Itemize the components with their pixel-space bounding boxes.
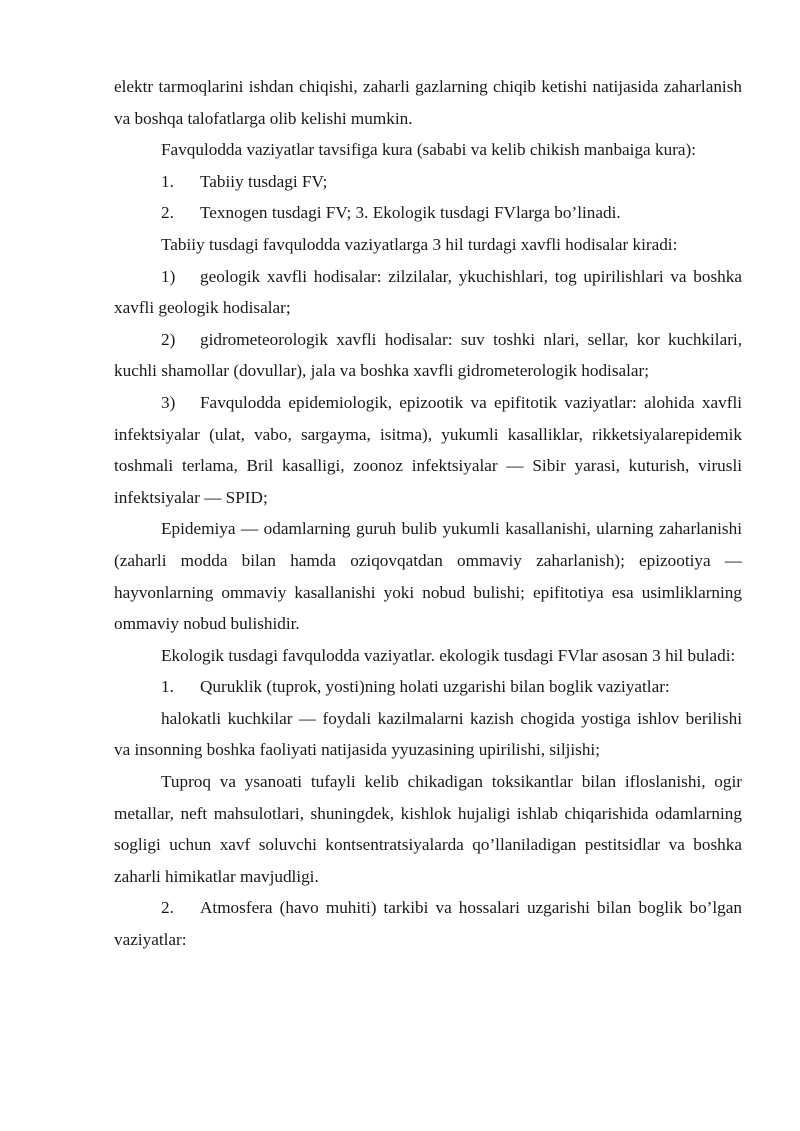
list-item-text: Texnogen tusdagi FV; 3. Ekologik tusdagi FVlarga bo’linadi. <box>200 203 621 223</box>
list-number: 2. <box>161 898 174 918</box>
list-item-technogenic <box>114 197 742 229</box>
list-item-text: geologik xavfli hodisalar: zilzilalar, ykuchishlari, tog upirilishlari va boshka xavfli geologik hodisalar; <box>114 266 742 318</box>
list-item-land <box>114 671 742 703</box>
list-item-text: Favqulodda epidemiologik, epizootik va epifitotik vaziyatlar: alohida xavfli infektsiyalar (ulat, vabo, sargayma, isitma), yukumli kasalliklar, rikketsiyalarepidemik toshmali terlama, Bril kasalligi, zoonoz infektsiyalar — Sibir yarasi, kuturish, virusli infektsiyalar — SPID; <box>114 392 742 507</box>
paragraph-ecological-intro: Ekologik tusdagi favqulodda vaziyatlar. ekologik tusdagi FVlar asosan 3 hil buladi: <box>161 645 736 665</box>
paragraph-classification-intro: Favqulodda vaziyatlar tavsifiga kura (sababi va kelib chikish manbaiga kura): <box>161 140 697 160</box>
list-item-atmosphere <box>114 892 742 955</box>
list-number: 1. <box>161 677 174 697</box>
list-number: 1) <box>161 266 176 286</box>
paragraph-soil-pollution: Tuproq va ysanoati tufayli kelib chikadigan toksikantlar bilan ifloslanishi, ogir metallar, neft mahsulotlari, shuningdek, kishlok hujaligi ishlab chiqarishida odamlarning sogligi uchun xavf soluvchi kontsentratsiyalarda qo’llaniladigan pestitsidlar va boshka zaharli himikatlar mavjudligi. <box>114 772 742 886</box>
list-item-text: Atmosfera (havo muhiti) tarkibi va hossalari uzgarishi bilan boglik bo’lgan vaziyatlar: <box>114 898 742 950</box>
list-number: 2. <box>161 203 174 223</box>
list-number: 2) <box>161 329 176 349</box>
paragraph-epidemic-definition: Epidemiya — odamlarning guruh bulib yukumli kasallanishi, ularning zaharlanishi (zaharli modda bilan hamda oziqovqatdan ommaviy zaharlanish); epizootiya — hayvonlarning ommaviy kasallanishi yoki nobud bulishi; epifitotiya esa usimliklarning ommaviy nobud bulishidir. <box>114 519 742 634</box>
list-item-text: Tabiiy tusdagi FV; <box>200 171 328 191</box>
list-number: 1. <box>161 171 174 191</box>
paragraph-natural-intro: Tabiiy tusdagi favqulodda vaziyatlarga 3 hil turdagi xavfli hodisalar kiradi: <box>161 234 678 254</box>
paragraph-continuation: elektr tarmoqlarini ishdan chiqishi, zaharli gazlarning chiqib ketishi natijasida zaharlanish va boshqa talofatlarga olib kelishi mumkin. <box>114 77 742 128</box>
list-item-text: Quruklik (tuprok, yosti)ning holati uzgarishi bilan boglik vaziyatlar: <box>200 677 670 697</box>
list-item-geological <box>114 261 742 324</box>
list-item-text: gidrometeorologik xavfli hodisalar: suv toshki nlari, sellar, kor kuchkilari, kuchli shamollar (dovullar), jala va boshka xavfli gidrometerologik hodisalar; <box>114 329 742 381</box>
list-number: 3) <box>161 392 176 412</box>
document-page <box>114 71 742 956</box>
list-item-epidemiological <box>114 387 742 513</box>
list-item-natural <box>114 166 742 198</box>
paragraph-landslides: halokatli kuchkilar — foydali kazilmalarni kazish chogida yostiga ishlov berilishi va insonning boshka faoliyati natijasida yyuzasining upirilishi, siljishi; <box>114 708 742 760</box>
list-item-hydrometeorological <box>114 324 742 387</box>
